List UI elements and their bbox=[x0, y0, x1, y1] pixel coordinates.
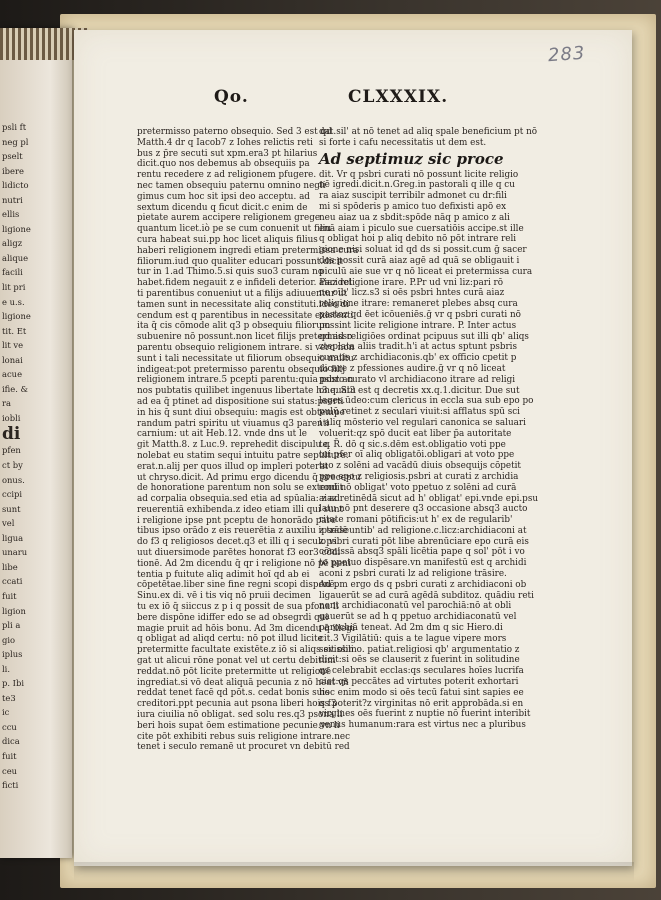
left-page-line: tit. Et bbox=[2, 325, 27, 336]
left-page-line: lonai bbox=[2, 354, 23, 365]
left-page-line: psli ft bbox=[2, 122, 27, 132]
text-line: cura habeat sui.pp hoc licet aliquis filius bbox=[137, 234, 318, 245]
text-line: cōpetētae.liber sine fine regni scopi disponē. bbox=[137, 580, 338, 591]
left-page-line: fuit bbox=[2, 590, 17, 601]
text-line: pastoz qd ēet icōueniēs.ḡ vr q psbri curati nō bbox=[319, 309, 521, 320]
text-line: do f3 q religiosos decet.q3 et illi q i seculo vi bbox=[137, 537, 337, 548]
text-line: qd ad religiōes ordinat pcipuus sut illi qb' aliqs bbox=[319, 331, 529, 342]
text-line: haberi religionem ingredi etiam pretermissa cura bbox=[137, 245, 359, 256]
text-line: ne oīb' licz.s3 si oēs psbri hntes curā aiaz bbox=[319, 288, 505, 299]
left-page-line: ccati bbox=[2, 576, 23, 587]
left-page-line: ellis bbox=[2, 209, 20, 220]
text-line: religione itrare: remaneret plebes absq cura bbox=[319, 299, 518, 310]
text-line: tionē. Ad 2m dicendu q̄ qr i religione nō pē peni bbox=[137, 558, 351, 569]
text-line: pretermisso paterno obsequio. Sed 3 est qd bbox=[137, 127, 332, 137]
text-line: voluerit:qz spō ducit eat liber p̄a autoritate bbox=[319, 428, 512, 439]
section-heading: Ad septimuz sic proce bbox=[319, 149, 504, 168]
left-page-line: ficti bbox=[2, 780, 19, 791]
text-line: qs poterit?z virginitas nō erit approbāda.si en bbox=[319, 698, 524, 709]
text-line: nē igredi.dicit.n.Greg.in pastorali q ille q cu bbox=[319, 180, 515, 191]
left-page-line: p. Ibi bbox=[2, 678, 25, 689]
text-line: religionem intrare.5 pcepti parentu:quia post an bbox=[137, 375, 354, 386]
text-line: hoc enim modo si oēs tecū fatui sint sapies ee bbox=[319, 687, 524, 698]
text-column-left bbox=[137, 127, 361, 753]
left-page-edge bbox=[0, 28, 72, 858]
text-line: dos possit curā aiaz agē ad quā se obligauit i bbox=[319, 255, 520, 266]
text-line: curatis z archidiaconis.qb' ex officio cpetit p bbox=[319, 353, 517, 364]
text-line: reddat.nō pōt licite pretermitte ut religionē bbox=[137, 666, 332, 677]
text-line: sextum dicendu q ficut dicit.c enim de bbox=[137, 202, 308, 213]
text-line: ita q̄ cis cōmode alit q3 p obsequiu filiorum bbox=[137, 321, 331, 332]
text-line: cendum est q parentibus in necessitate existenti bbox=[137, 310, 354, 321]
text-line: pietate aurem accipere religionem grege bbox=[137, 213, 321, 224]
text-line: aiaz retinēdā sicut ad h' obligat' epi.vnde epi.psu bbox=[319, 493, 538, 504]
left-page-line: fuit bbox=[2, 750, 17, 761]
text-line: gione nisi soluat id qd ds si possit.cum ḡ sacer bbox=[319, 245, 527, 256]
text-line: i religione ipse pnt pceptu de honorādo pare bbox=[137, 515, 337, 526]
text-line: tenet i seculo remanē ut procuret vn debitū red bbox=[137, 742, 350, 753]
left-page-line: lit pri bbox=[2, 282, 26, 293]
text-line: gat ut alicui rōne ponat vel ut certu debitum bbox=[137, 656, 336, 667]
left-page-line: gio bbox=[2, 634, 16, 645]
left-page-line: li. bbox=[2, 663, 11, 674]
left-page-line: iplus bbox=[2, 649, 23, 660]
left-page-line: ccu bbox=[2, 721, 17, 732]
text-column-right bbox=[319, 127, 538, 731]
text-line: z psbri curati pōt libe abrenūciare epo curā eis bbox=[319, 536, 529, 547]
text-line: q obligat ad aliqd certu: nō pot illud licite bbox=[137, 634, 323, 645]
text-line: tamen sunt in necessitate aliq constituti.ideo di bbox=[137, 299, 349, 310]
text-line: dat.sil' at nō tenet ad aliq spale beneficium pt nō bbox=[319, 127, 538, 137]
left-page-line: ra bbox=[2, 398, 11, 409]
left-page-line: acue bbox=[2, 369, 23, 380]
text-line: q obligat hoi p aliq debito nō pōt intrare reli bbox=[319, 234, 517, 245]
left-page-line: ibere bbox=[2, 165, 24, 176]
text-line: dicit:si oēs se clauserit z fuerint in solitudine bbox=[319, 655, 520, 666]
text-line: zteplata aliis tradit.h'i at actus sptunt psbris bbox=[319, 342, 518, 353]
text-line: nent archidiaconatū vel parochiā:nō at obli bbox=[319, 601, 512, 612]
text-line: nos pubtatis quilibet ingenuus libertate h3 quātu bbox=[137, 386, 356, 397]
folio-number: CLXXXIX. bbox=[348, 87, 449, 107]
pencil-folio-number: 283 bbox=[547, 42, 587, 67]
text-line: latu nō pnt deserere q3 occasione absq3 aucto bbox=[319, 504, 528, 515]
text-line: to ppetuo dispēsare.vn manifestū est q archidi bbox=[319, 558, 527, 569]
text-line: tibus ipso orādo z eis reuerētia z auxiliu ipsedē bbox=[137, 526, 348, 537]
text-line: uut diuersimode parētes honorat f3 eor3 cōdi bbox=[137, 548, 341, 559]
running-header-title: Qo. bbox=[214, 87, 249, 107]
text-line: parochiā teneat. Ad 2m dm q sic Hiero.di bbox=[319, 623, 503, 634]
text-line: parentu obsequio religionem intrare. si vero non bbox=[137, 342, 355, 353]
text-line: de honoratione parentum non solu se extendit bbox=[137, 483, 344, 494]
text-line: enā aiam i piculo sue cuersatiōis accipe.st ille bbox=[319, 223, 524, 234]
left-page-text bbox=[2, 120, 66, 793]
text-line: ra aiaz suscipit terribilr admonet cu dr:fili bbox=[319, 191, 507, 202]
text-line: sunt i tali necessitate ut filiorum obsequio multu bbox=[137, 353, 354, 364]
text-line: gauerūt se ad h q ppetuo archidiaconatū vel bbox=[319, 612, 517, 623]
text-line: piculū aie sue vr q nō liceat ei pretermissa cura bbox=[319, 266, 533, 277]
left-page-line: facili bbox=[2, 267, 23, 278]
text-line: creditori.ppt pecunia aut psona liberi hois f3 bbox=[137, 699, 337, 710]
left-page-line: ligione bbox=[2, 223, 31, 234]
text-line: rentu recedere z ad religionem pfugere. bbox=[137, 170, 317, 181]
text-line: ad ea q̄ ptinet ad dispositione sui status:pserti bbox=[137, 396, 344, 407]
left-page-line: lidicto bbox=[2, 180, 29, 191]
text-line: gimus cum hoc sit ipsi deo acceptu. ad bbox=[137, 191, 310, 202]
text-line: si forte i cafu necessitatis ut dem est. bbox=[319, 137, 487, 148]
left-page-initial: di bbox=[2, 424, 21, 445]
left-page-line: aligz bbox=[2, 238, 23, 249]
text-line: aconi z psbri curati lz ad religione trāsire. bbox=[319, 569, 507, 580]
text-line: Matth.4 dr q Iacob7 z Iohes relictis reti bbox=[137, 137, 313, 148]
text-line: ingrediat.si vō deat aliquā pecunia z nō heat vn̄ bbox=[137, 677, 349, 688]
text-line: sevissimo. patiat.religiosi qb' argumentatio z bbox=[319, 644, 520, 655]
left-page-line: libe bbox=[2, 561, 18, 572]
left-page-line: iobli bbox=[2, 412, 21, 423]
left-page-line: ligua bbox=[2, 532, 24, 543]
text-line: virgines oēs fuerint z nuptie nō fuerint interibit bbox=[319, 709, 531, 720]
text-line: genus humanum:rara est virtus nec a pluribus bbox=[319, 720, 526, 731]
text-line: cōmissā absq3 spāli licētia pape q sol' pōt i vo bbox=[319, 547, 525, 558]
text-line: reuerentiā exhibenda.z ideo etiam illi qui sunt bbox=[137, 504, 344, 515]
left-page-line: neg pl bbox=[2, 136, 29, 147]
left-page-line: unaru bbox=[2, 547, 28, 558]
text-line: randum patri spiritu ut viuamus q3 parenti bbox=[137, 418, 330, 429]
left-page-line: e u.s. bbox=[2, 296, 25, 307]
text-line: dicare z pfessiones audire.ḡ vr q nō liceat bbox=[319, 363, 506, 374]
left-page-line: pselt bbox=[2, 151, 23, 162]
text-line: te. R̄. dō q sic.s.dēm est.obligatio voti ppe bbox=[319, 439, 506, 450]
text-line: pretermitte facultate existēte.z iō si aliqs sit obli bbox=[137, 645, 354, 656]
text-line: coni nō obligat' voto ppetuo z solēni ad curā bbox=[319, 482, 517, 493]
text-line: tur in 1.ad Thimo.5.si quis suo3 curam no bbox=[137, 267, 324, 278]
text-line: z trāseuntib' ad religione.c.licz:archidiaconi at bbox=[319, 525, 527, 536]
text-line: habet.fidem negauit z e infideli deterior. Pacidet bbox=[137, 278, 353, 289]
text-line: tu ex iō q̄ siiccus z p i q possit de sua pfona li bbox=[137, 602, 339, 613]
text-line: erat.n.alij per quos illud op impleri poterat bbox=[137, 461, 329, 472]
left-page-line: ceu bbox=[2, 765, 18, 776]
left-page-line: dica bbox=[2, 736, 20, 747]
text-line: carnium: ut ait Heb.12. vnde dns ut le bbox=[137, 429, 307, 440]
text-line: magie pruit ad hōis bonu. Ad 3m dicendu q̄ illegi bbox=[137, 623, 355, 634]
text-line: mi si spōderis p amico tuo defixisti apō ex bbox=[319, 201, 507, 212]
text-line: i aliq mōsterio vel regulari canonica se saluari bbox=[319, 417, 526, 428]
text-line: ciet:qs peccātes ad virtutes poterit exhortari bbox=[319, 677, 519, 688]
text-line: dicit.quo nos debemus ab obsequiis pa bbox=[137, 159, 310, 170]
text-line: git Matth.8. z Luc.9. reprehedit discipulu q bbox=[137, 440, 330, 451]
text-line: ti parentibus conueniut ut a filijs adiuuentur ut bbox=[137, 288, 348, 299]
text-line: dit. Vr q psbri curati nō possunt licite religio bbox=[319, 169, 519, 180]
left-page-line: ligione bbox=[2, 311, 31, 322]
left-page-line: lit ve bbox=[2, 340, 24, 351]
page-bottom-shadow bbox=[74, 862, 634, 882]
text-line: bus z p̄re secuti sut xpm.era3 pt hilarius bbox=[137, 148, 318, 159]
left-page-line: ifie. & bbox=[2, 383, 29, 394]
text-line: Sinu.ex di. vē i tis viq nō pruii decimen bbox=[137, 591, 311, 602]
text-line: ritate romani pōtificis:ut h' ex de regularib' bbox=[319, 515, 513, 526]
text-line: filiorum.iud quo qualiter educari possunt.dicit bbox=[137, 256, 343, 267]
left-page-line: sunt bbox=[2, 503, 21, 514]
text-line: tuo z solēni ad vacādū diuis obsequijs cōpetit bbox=[319, 461, 521, 472]
text-line: ppe epo z religiosis.psbri at curati z archidia bbox=[319, 471, 519, 482]
text-line: psbro curato vl archidiacono itrare ad religi bbox=[319, 374, 516, 385]
text-line: indigeat:pot pretermisso parentu obsequio filij bbox=[137, 364, 346, 375]
left-page-line: pli a bbox=[2, 620, 21, 631]
text-line: iura ciuilia nō obligat. sed solu res.q3 psona li bbox=[137, 710, 343, 721]
text-line: Ad pm ergo ds q psbri curati z archidiaconi ob bbox=[319, 579, 527, 590]
text-line: reddat tenet facē qd pōt.s. cedat bonis suis bbox=[137, 688, 330, 699]
left-page-line: pfen bbox=[2, 445, 21, 456]
text-line: cite pōt exhibiti rebus suis religione intrare.nec bbox=[137, 731, 351, 742]
text-line: ligauerūt se ad curā agēdā subditoz. quādiu reti bbox=[319, 590, 534, 601]
left-page-line: ct by bbox=[2, 460, 23, 471]
left-page-line: vel bbox=[2, 518, 15, 529]
text-line: nolebat eu statim sequi intuitu patre sepulture. bbox=[137, 450, 349, 461]
text-line: possint licite religione intrare. P. Inter actus bbox=[319, 320, 517, 331]
text-line: one. Si3 est q decretis xx.q.1.dicitur. Due sut bbox=[319, 385, 520, 396]
text-line: quantum licet.iò pe se cum conuenit ut filiu bbox=[137, 224, 332, 235]
left-page-line: ccipi bbox=[2, 489, 23, 500]
text-line: nec tamen obsequiu paternu omnino negli bbox=[137, 180, 326, 191]
text-line: subuenire nō possunt.non licet filijs pretermisso bbox=[137, 332, 353, 343]
left-page-line: ic bbox=[2, 707, 10, 718]
text-line: pulū retinet z seculari viuit:si afflatus spū sci bbox=[319, 407, 520, 418]
text-line: ut chryso.dicit. Ad primu ergo dicendu q̄ preceptu bbox=[137, 472, 361, 483]
text-line: tentia p fuitute aliq adimit hoī qd ab ei bbox=[137, 569, 310, 580]
left-page-line: onus. bbox=[2, 474, 25, 485]
text-line: qs celebrabit ecclas:qs seculares hoīes lucrifa bbox=[319, 666, 524, 677]
text-line: in his q̄ sunt diui obsequiu: magis est obtempe bbox=[137, 407, 345, 418]
left-page-line: nutri bbox=[2, 194, 23, 205]
text-line: tui pfer oī aliq obligatōi.obligari at voto ppe bbox=[319, 450, 515, 461]
text-line: ad corpalia obsequia.sed etia ad spūalia: z ad bbox=[137, 494, 340, 505]
text-line: bere dispōne idiffer edo se ad obsegrdi qui bbox=[137, 612, 329, 623]
text-line: beri hois supat ōem estimatione pecunie.vn li bbox=[137, 720, 340, 731]
text-line: aiaz religione irare. P.Pr ud vni liz:pari rō bbox=[319, 277, 504, 288]
text-line: cit.3 Vigilātiū: quis a te lague vipere mors bbox=[319, 633, 507, 644]
text-line: leges.ūdeo:cum clericus in eccla sua sub epo po bbox=[319, 396, 534, 407]
left-page-line: alique bbox=[2, 252, 29, 263]
left-page-line: te3 bbox=[2, 692, 16, 703]
text-line: neu aiaz ua z sbdit:spōde nāq p amico z ali bbox=[319, 212, 510, 223]
left-page-line: ligion bbox=[2, 605, 26, 616]
